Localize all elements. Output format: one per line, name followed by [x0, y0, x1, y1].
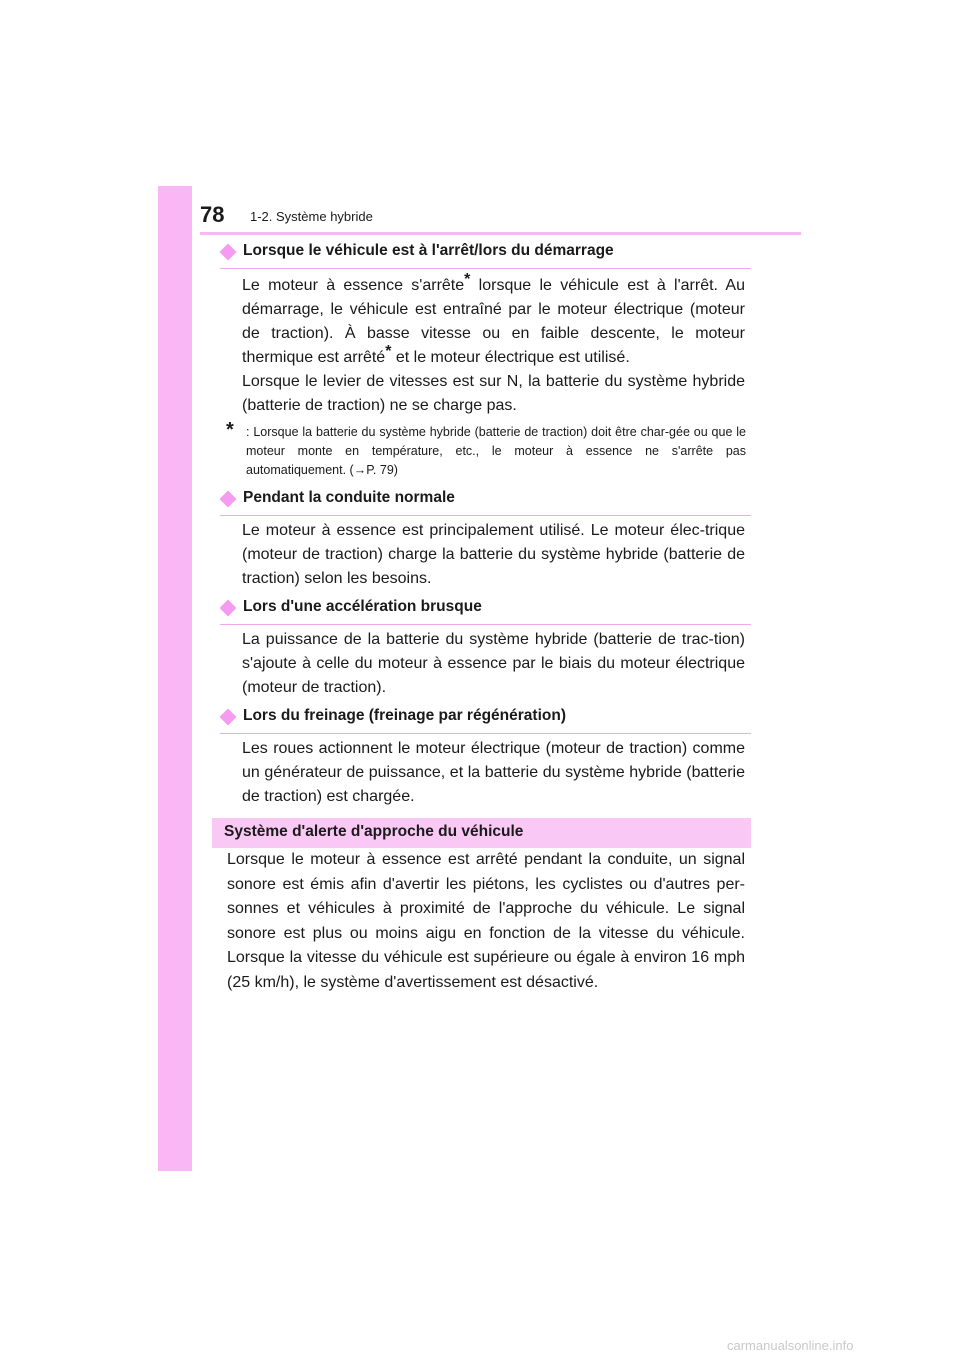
watermark: carmanualsonline.info [727, 1338, 854, 1353]
paragraph-normal-driving: Le moteur à essence est principalement utilisé. Le moteur élec-trique (moteur de traction) charge la batterie du système hybride (batterie de traction) selon les besoins. [242, 522, 745, 587]
section-heading-normal-driving [220, 489, 751, 516]
paragraph-acceleration: La puissance de la batterie du système hybride (batterie de trac-tion) s'ajoute à celle du moteur à essence par le biais du moteur électrique (moteur de traction). [242, 631, 745, 696]
chapter-title: 1-2. Système hybride [250, 209, 373, 224]
alert-section-heading [212, 818, 751, 848]
section-heading-acceleration [220, 598, 751, 625]
section-heading-text: Lors d'une accélération brusque [243, 598, 482, 615]
asterisk-mark: * [385, 343, 392, 360]
section-heading-braking [220, 707, 751, 734]
alert-section-body: Lorsque le moteur à essence est arrêté pendant la conduite, un signal sonore est émis afin d'avertir les piétons, les cyclistes ou d'autres per-sonnes et véhicules à proximité de l'approche du véhicule. Le signal sonore est plus ou moins aigu en fonction de la vitesse du véhicule. Lorsque la vitesse du véhicule est supérieure ou égale à environ 16 mph (25 km/h), le système d'avertissement est désactivé. [227, 851, 745, 991]
diamond-bullet-icon [220, 709, 237, 726]
chapter-sidebar-tab [158, 186, 192, 1171]
asterisk-mark: * [464, 271, 471, 288]
header-rule [200, 232, 801, 235]
paragraph-stopped-1: Le moteur à essence s'arrête* lorsque le véhicule est à l'arrêt. Au démarrage, le véhicule est entraîné par le moteur électrique (moteur de traction). À basse vitesse ou en faible descente, le moteur thermique est arrêté* et le moteur électrique est utilisé. [242, 271, 745, 366]
page-number: 78 [200, 202, 225, 227]
diamond-bullet-icon [220, 600, 237, 617]
footnote-asterisk: * [226, 419, 234, 441]
section-heading-text: Lorsque le véhicule est à l'arrêt/lors du démarrage [243, 242, 614, 259]
paragraph-stopped-2: Lorsque le levier de vitesses est sur N, la batterie du système hybride (batterie de traction) ne se charge pas. [242, 373, 745, 414]
section-heading-text: Pendant la conduite normale [243, 489, 455, 506]
diamond-bullet-icon [220, 244, 237, 261]
diamond-bullet-icon [220, 491, 237, 508]
section-heading-stopped [220, 242, 751, 269]
footnote-text: : Lorsque la batterie du système hybride (batterie de traction) doit être char-gée ou que le moteur monte en température, etc., le moteur à essence ne s'arrête pas automatiquement. (→P. 79) [246, 425, 746, 477]
section-heading-text: Lors du freinage (freinage par régénération) [243, 707, 566, 724]
alert-section-heading-text: Système d'alerte d'approche du véhicule [224, 823, 524, 840]
paragraph-braking: Les roues actionnent le moteur électrique (moteur de traction) comme un générateur de puissance, et la batterie du système hybride (batterie de traction) est chargée. [242, 740, 745, 805]
